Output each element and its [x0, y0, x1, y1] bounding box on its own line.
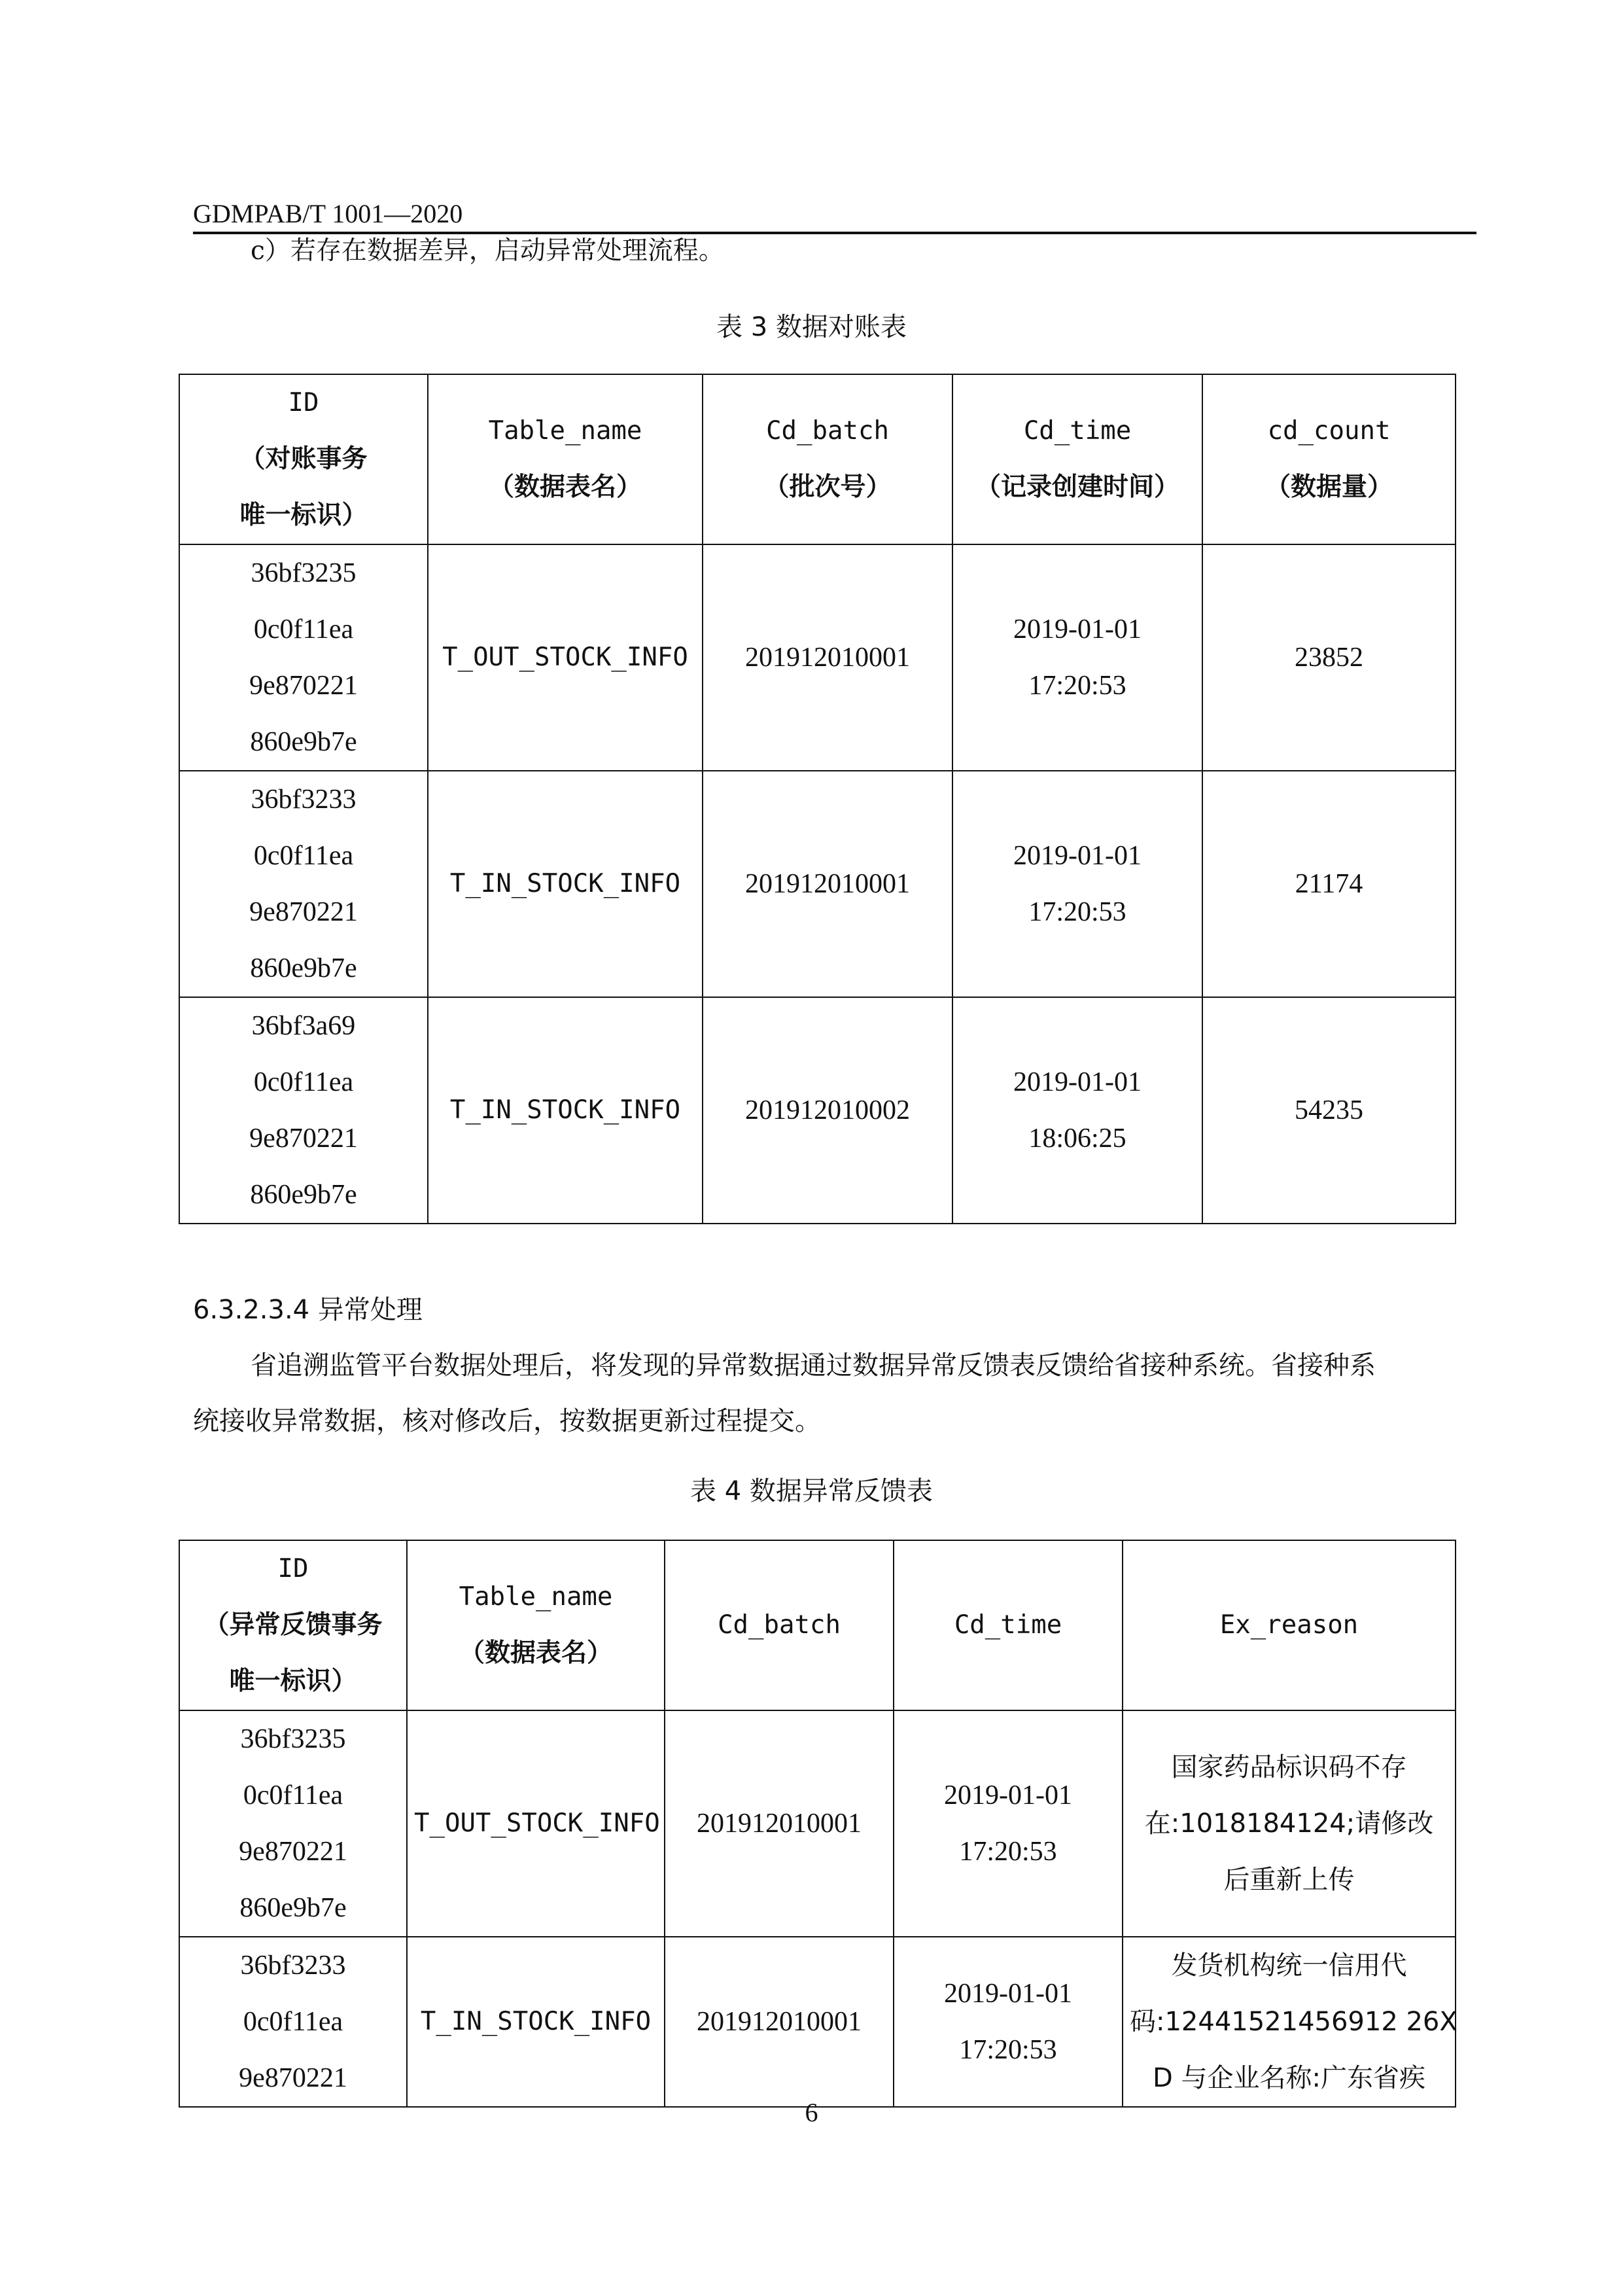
- intro-line: c）若存在数据差异，启动异常处理流程。: [251, 236, 724, 266]
- cell-count: 21174: [1202, 771, 1456, 997]
- standard-code: GDMPAB/T 1001—2020: [193, 199, 463, 228]
- cell-count: 23852: [1202, 544, 1456, 771]
- cell-table-name: T_IN_STOCK_INFO: [407, 1937, 665, 2107]
- table-row: [179, 1710, 1456, 1937]
- cell-line: 在:1018184124;请修改: [1144, 1809, 1434, 1839]
- cell-line: 0c0f11ea: [253, 1067, 354, 1097]
- table-row: [179, 544, 1456, 771]
- section-paragraph-line-2: 统接收异常数据，核对修改后，按数据更新过程提交。: [193, 1406, 821, 1436]
- table-row: [179, 997, 1456, 1224]
- cell-line: 17:20:53: [1028, 897, 1126, 927]
- cell-batch: 201912010001: [665, 1937, 894, 2107]
- header-cd-batch: Cd_batch: [665, 1540, 894, 1710]
- page-header: [193, 194, 1476, 234]
- header-cd-time: Cd_time: [894, 1540, 1123, 1710]
- cell-count: 54235: [1202, 997, 1456, 1224]
- cell-line: 17:20:53: [959, 2035, 1057, 2065]
- cell-line: 9e870221: [239, 1837, 347, 1867]
- cell-line: 17:20:53: [1028, 671, 1126, 701]
- header-id: ID （对账事务 唯一标识）: [179, 374, 428, 544]
- table-header-row: [179, 1540, 1456, 1710]
- cell-id: [179, 771, 428, 997]
- reconciliation-table: [179, 374, 1456, 1224]
- cell-line: 9e870221: [249, 671, 358, 701]
- table4-caption: 表 4 数据异常反馈表: [690, 1476, 933, 1506]
- table3-caption: 表 3 数据对账表: [716, 312, 907, 342]
- cell-batch: 201912010001: [665, 1710, 894, 1937]
- cell-line: 36bf3a69: [251, 1011, 356, 1041]
- cell-time: [952, 544, 1202, 771]
- cell-line: 9e870221: [239, 2063, 347, 2093]
- cell-time: [952, 771, 1202, 997]
- cell-line: 0c0f11ea: [243, 2007, 343, 2037]
- cell-line: D 与企业名称:广东省疾: [1153, 2063, 1425, 2093]
- cell-line: 860e9b7e: [250, 953, 357, 983]
- cell-line: 2019-01-01: [1013, 841, 1142, 871]
- cell-table-name: T_OUT_STOCK_INFO: [428, 544, 703, 771]
- cell-table-name: T_IN_STOCK_INFO: [428, 997, 703, 1224]
- cell-reason: [1123, 1937, 1456, 2107]
- header-cd-count: cd_count （数据量）: [1202, 374, 1456, 544]
- cell-line: 2019-01-01: [1013, 1067, 1142, 1097]
- exception-feedback-table: [179, 1540, 1456, 2108]
- cell-time: [952, 997, 1202, 1224]
- cell-line: 36bf3235: [240, 1724, 346, 1754]
- cell-id: [179, 1937, 407, 2107]
- page-number: 6: [805, 2098, 818, 2127]
- cell-line: 860e9b7e: [239, 1893, 347, 1923]
- cell-line: 发货机构统一信用代: [1171, 1951, 1407, 1981]
- cell-batch: 201912010001: [703, 544, 952, 771]
- header-id: ID （异常反馈事务 唯一标识）: [179, 1540, 407, 1710]
- cell-time: [894, 1710, 1123, 1937]
- cell-line: 9e870221: [249, 1123, 358, 1154]
- cell-line: 0c0f11ea: [253, 841, 354, 871]
- cell-line: 后重新上传: [1223, 1865, 1355, 1895]
- table-row: [179, 1937, 1456, 2107]
- cell-line: 码:12441521456912 26X: [1130, 2007, 1457, 2037]
- cell-line: 36bf3233: [240, 1951, 346, 1981]
- cell-line: 18:06:25: [1028, 1123, 1126, 1154]
- cell-line: 860e9b7e: [250, 727, 357, 757]
- cell-id: [179, 997, 428, 1224]
- cell-table-name: T_OUT_STOCK_INFO: [407, 1710, 665, 1937]
- section-title: 6.3.2.3.4 异常处理: [193, 1295, 423, 1325]
- cell-line: 0c0f11ea: [253, 614, 354, 645]
- cell-line: 2019-01-01: [1013, 614, 1142, 645]
- cell-line: 17:20:53: [959, 1837, 1057, 1867]
- cell-reason: [1123, 1710, 1456, 1937]
- cell-line: 36bf3233: [251, 785, 357, 815]
- header-table-name: Table_name （数据表名）: [407, 1540, 665, 1710]
- cell-id: [179, 1710, 407, 1937]
- header-cd-batch: Cd_batch （批次号）: [703, 374, 952, 544]
- header-cd-time: Cd_time （记录创建时间）: [952, 374, 1202, 544]
- cell-batch: 201912010001: [703, 771, 952, 997]
- cell-line: 860e9b7e: [250, 1180, 357, 1210]
- cell-line: 国家药品标识码不存: [1171, 1752, 1407, 1782]
- cell-batch: 201912010002: [703, 997, 952, 1224]
- cell-id: [179, 544, 428, 771]
- cell-line: 0c0f11ea: [243, 1780, 343, 1810]
- header-table-name: Table_name （数据表名）: [428, 374, 703, 544]
- section-paragraph-line-1: 省追溯监管平台数据处理后，将发现的异常数据通过数据异常反馈表反馈给省接种系统。省接种系: [251, 1351, 1376, 1381]
- cell-line: 9e870221: [249, 897, 358, 927]
- header-ex-reason: Ex_reason: [1123, 1540, 1456, 1710]
- cell-line: 36bf3235: [251, 558, 357, 588]
- cell-time: [894, 1937, 1123, 2107]
- cell-line: 2019-01-01: [944, 1780, 1072, 1810]
- cell-table-name: T_IN_STOCK_INFO: [428, 771, 703, 997]
- table-row: [179, 771, 1456, 997]
- cell-line: 2019-01-01: [944, 1979, 1072, 2009]
- table-header-row: [179, 374, 1456, 544]
